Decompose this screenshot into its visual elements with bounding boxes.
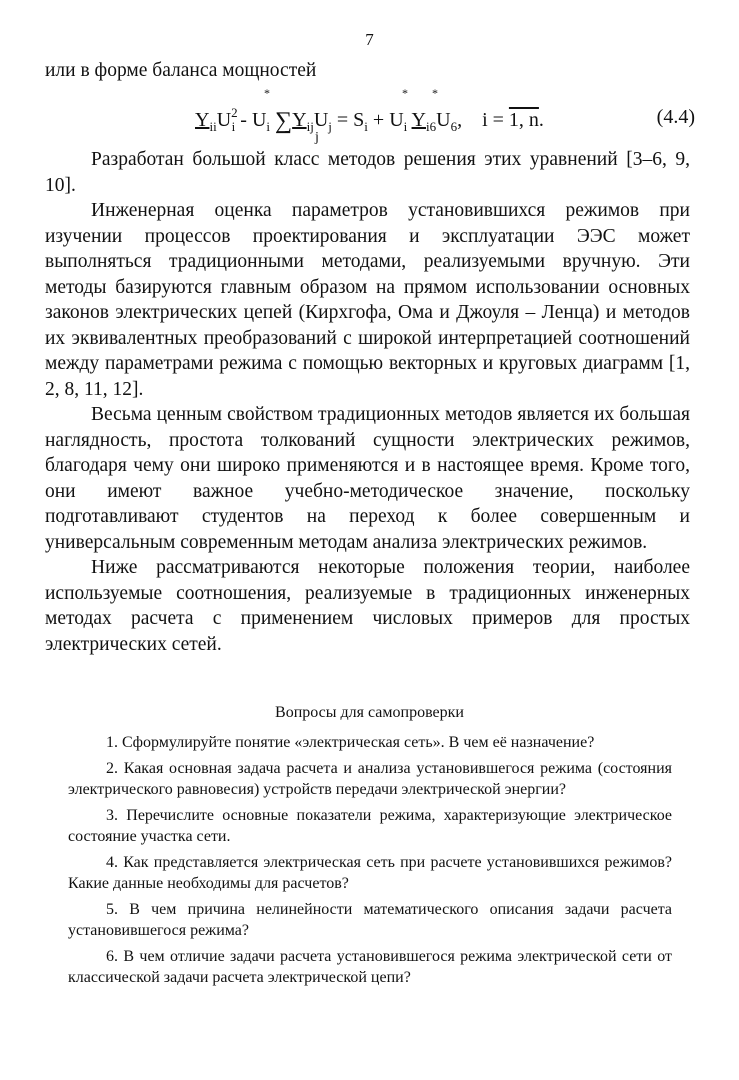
equation-expression [195, 106, 544, 133]
equation-4-4 [195, 86, 695, 156]
intro-line: или в форме баланса мощностей [45, 60, 317, 81]
range-prefix: , i = [457, 109, 509, 131]
question-item: 2. Какая основная задача расчета и анализа установившегося режима (состояния электрического равновесия) устройств передачи электрической энергии? [68, 760, 672, 798]
questions-list [68, 732, 672, 993]
conjugate-mark: * [402, 86, 408, 100]
subscript: j [328, 119, 332, 134]
paragraph: Инженерная оценка параметров установившихся режимов при изучении процессов проектирования и эксплуатации ЭЭС может выполняться традиционными методами, реализуемыми вручную. Эти методы базируются главным образом на прямом использовании основных законов электрических цепей (Кирхгофа, Ома и Джоуля – Ленца) и методов их эквивалентных преобразований с широкой интерпретацией соотношений между параметрами режима с помощью векторных и круговых диаграмм [1, 2, 8, 11, 12]. [45, 200, 690, 400]
sum-symbol: ∑ [275, 108, 293, 134]
admittance-symbol: Y [292, 109, 307, 131]
question-item: 5. В чем причина нелинейности математического описания задачи расчета установившегося режима? [68, 901, 672, 939]
page-number: 7 [365, 30, 374, 49]
voltage-symbol: U [313, 109, 329, 131]
voltage-symbol: U [216, 109, 232, 131]
voltage-symbol: U [251, 109, 267, 131]
subscript: i [364, 119, 368, 134]
body-text [45, 147, 690, 657]
conjugate-mark: * [432, 86, 438, 100]
admittance-symbol: Y [195, 109, 210, 131]
intro-paragraph [45, 58, 690, 84]
paragraph: Ниже рассматриваются некоторые положения теории, наиболее используемые соотношения, реализуемые в традиционных инженерных методах расчета с применением числовых примеров для простых электрических сетей. [45, 557, 690, 655]
subscript: i [266, 119, 271, 134]
question-item: 4. Как представляется электрическая сеть при расчете установившихся режимов? Какие данные необходимы для расчетов? [68, 854, 672, 892]
punctuation: . [538, 109, 544, 131]
subscript: ij [306, 119, 314, 134]
question-item: 3. Перечислите основные показатели режима, характеризующие электрическое состояние участка сети. [68, 807, 672, 845]
questions-heading: Вопросы для самопроверки [275, 704, 464, 721]
paragraph: Разработан большой класс методов решения этих уравнений [3–6, 9, 10]. [45, 149, 690, 196]
question-item: 1. Сформулируйте понятие «электрическая сеть». В чем её назначение? [106, 734, 595, 751]
paragraph: Весьма ценным свойством традиционных методов является их большая наглядность, простота толкований сущности электрических режимов, благодаря чему они широко применяются и в настоящее время. Кроме того, они имеют важное учебно-методическое значение, поскольку подготавливают студентов на переход к более совершенным и универсальным современным методам анализа электрических режимов. [45, 404, 690, 553]
subscript: i [231, 119, 236, 134]
conjugate-mark: * [264, 86, 270, 100]
subscript: ii [209, 119, 217, 134]
subscript: 6 [450, 119, 458, 134]
sum-index: j [315, 130, 319, 145]
voltage-symbol: U [436, 109, 451, 131]
question-item: 6. В чем отличие задачи расчета установившегося режима электрической сети от классической задачи расчета электрической цепи? [68, 948, 672, 986]
power-symbol: S [353, 109, 365, 131]
voltage-symbol: U [389, 109, 404, 131]
admittance-symbol: Y [411, 109, 426, 131]
index-range: 1, n [508, 109, 539, 131]
operator: + [367, 109, 390, 131]
superscript: 2 [231, 105, 238, 120]
operator: - [235, 109, 252, 131]
operator: = [331, 109, 354, 131]
subscript: i [403, 119, 408, 134]
subscript: i6 [426, 119, 437, 134]
equation-number: (4.4) [656, 106, 695, 128]
